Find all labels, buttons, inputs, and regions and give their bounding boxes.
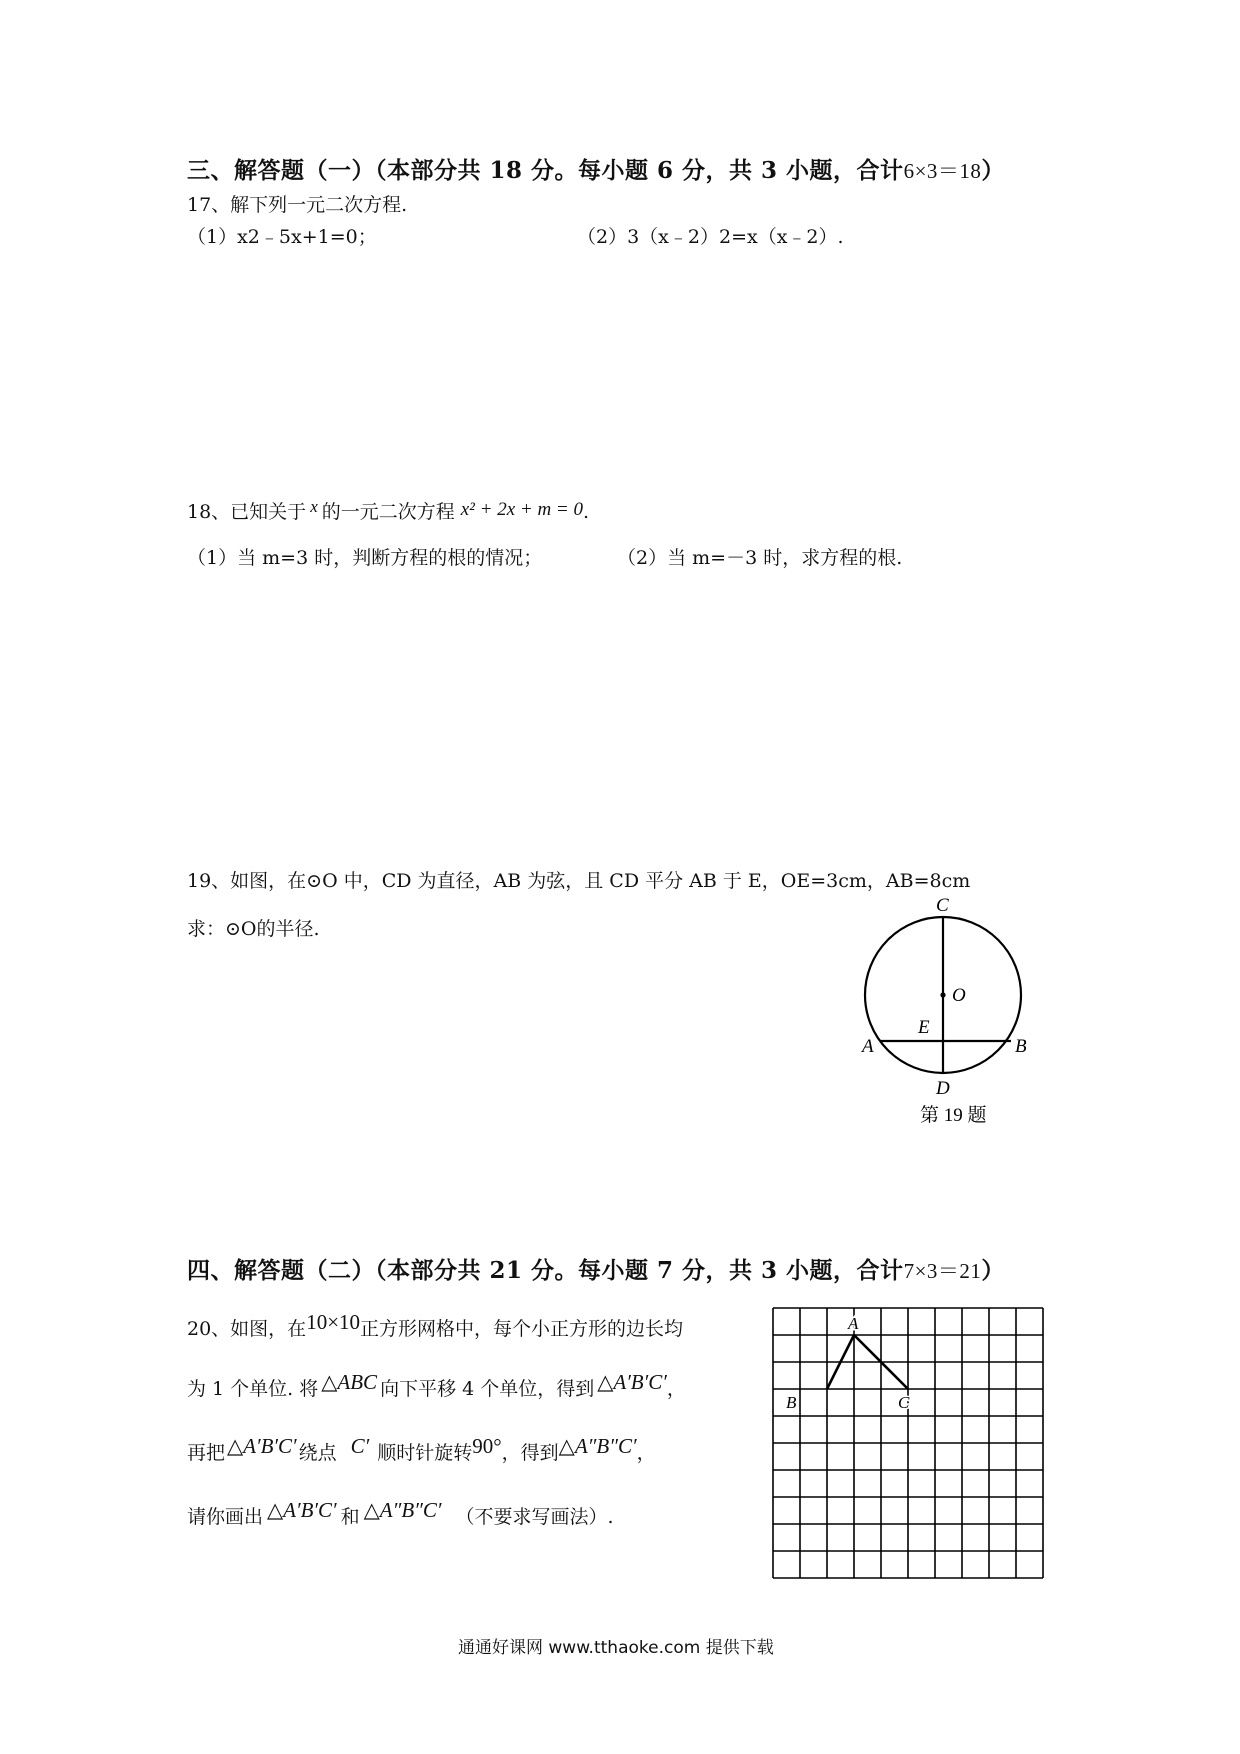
- q17-stem: 17、解下列一元二次方程.: [187, 194, 408, 216]
- q20-l2b: 向下平移 4 个单位，得到: [380, 1378, 595, 1400]
- section4-close: ）: [981, 1257, 1005, 1284]
- q19-circle-figure: [840, 895, 1040, 1130]
- q17-part2: （2）3（x﹣2）2=x（x﹣2）.: [577, 226, 844, 248]
- q20-l3m1: △A′B′C′: [227, 1434, 297, 1458]
- q20-l2c: ，: [666, 1378, 686, 1400]
- q20-l3c: 顺时针旋转: [377, 1442, 473, 1464]
- center-point: [940, 992, 945, 997]
- q18-part2: （2）当 m=－3 时，求方程的根.: [617, 547, 903, 569]
- q20-line4: [187, 1498, 614, 1529]
- q19-line1: 19、如图，在⊙O 中，CD 为直径，AB 为弦，且 CD 平分 AB 于 E，OE=3cm，AB=8cm: [187, 870, 971, 892]
- q20-l2a: 为 1 个单位. 将: [187, 1378, 319, 1400]
- q20-l3e: ，: [636, 1442, 656, 1464]
- q20-l4m2: △A″B″C′: [363, 1498, 442, 1522]
- section3-close: ）: [981, 157, 1005, 184]
- q18-stem-b: 的一元二次方程: [321, 501, 455, 523]
- figure-caption: 第 19 题: [920, 1105, 987, 1126]
- q20-l3a: 再把: [187, 1442, 226, 1464]
- label-c: C: [936, 895, 949, 916]
- q20-l4m1: △A′B′C′: [267, 1498, 337, 1522]
- label-e: E: [918, 1017, 930, 1038]
- q20-l2m1: △ABC: [321, 1370, 378, 1394]
- q20-grid-figure: [770, 1305, 1080, 1610]
- section3-formula: 6×3＝18: [903, 159, 982, 183]
- q20-l4b: 和: [340, 1506, 360, 1528]
- q18-part1: （1）当 m=3 时，判断方程的根的情况；: [187, 547, 543, 569]
- grid-lines: [773, 1308, 1043, 1578]
- section4-title: 四、解答题（二）（本部分共 21 分。每小题 7 分，共 3 小题，合计: [187, 1257, 904, 1284]
- label-a: A: [862, 1036, 874, 1057]
- q20-l4c: （不要求写画法）.: [455, 1506, 614, 1528]
- q20-line3: [187, 1434, 656, 1465]
- grid-label-b: B: [786, 1393, 797, 1412]
- grid-label-a: A: [848, 1314, 859, 1333]
- grid-label-c: C: [898, 1393, 910, 1412]
- label-d: D: [936, 1078, 950, 1099]
- q20-l1a: 20、如图，在: [187, 1318, 307, 1340]
- footer: 通通好课网 www.tthaoke.com 提供下载: [458, 1638, 774, 1658]
- section3-title: 三、解答题（一）（本部分共 18 分。每小题 6 分，共 3 小题，合计: [187, 157, 904, 184]
- q20-l3d: ，得到: [501, 1442, 559, 1464]
- section4-formula: 7×3＝21: [903, 1259, 982, 1283]
- q19-line2: 求：⊙O的半径.: [187, 918, 320, 940]
- q18-var: x: [310, 497, 318, 516]
- q18-stem: [187, 497, 589, 524]
- q20-l3m2: C′: [350, 1434, 370, 1458]
- q18-equation: x² + 2x + m = 0: [460, 499, 583, 520]
- section4-heading: [187, 1252, 1005, 1285]
- q18-stem-a: 18、已知关于: [187, 501, 307, 523]
- q20-l1m: 10×10: [306, 1310, 361, 1334]
- section3-heading: [187, 152, 1005, 185]
- q20-l2m2: △A′B′C′: [597, 1370, 667, 1394]
- label-b: B: [1015, 1036, 1027, 1057]
- q20-line1: [187, 1310, 684, 1341]
- q18-stem-end: .: [583, 501, 590, 523]
- q20-l1b: 正方形网格中，每个小正方形的边长均: [360, 1318, 684, 1340]
- q20-l3m4: △A″B″C′: [558, 1434, 637, 1458]
- q20-l3m3: 90°: [472, 1434, 502, 1458]
- q20-l4a: 请你画出: [187, 1506, 264, 1528]
- q17-part1: （1）x2﹣5x+1=0；: [187, 226, 377, 248]
- label-o: O: [952, 985, 966, 1006]
- q20-line2: [187, 1370, 686, 1401]
- q20-l3b: 绕点: [298, 1442, 337, 1464]
